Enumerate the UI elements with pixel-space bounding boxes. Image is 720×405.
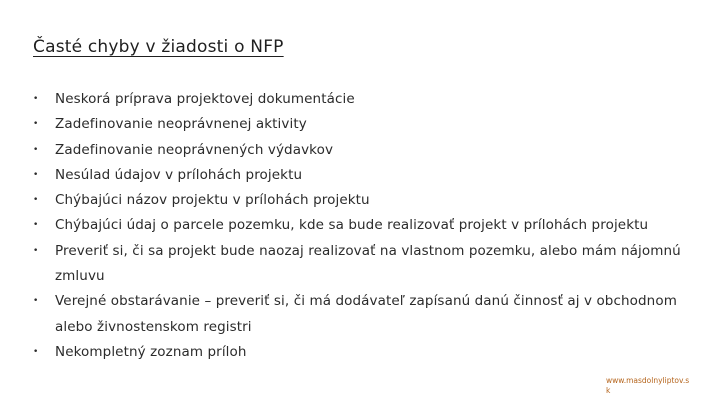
bullet-text: Nekompletný zoznam príloh: [55, 343, 247, 360]
website-link[interactable]: www.masdolnyliptov.sk: [606, 376, 690, 395]
bullet-icon: •: [33, 296, 39, 307]
bullet-item: [33, 163, 703, 188]
bullet-icon: •: [33, 220, 39, 231]
bullet-icon: •: [33, 169, 39, 180]
bullet-icon: •: [33, 119, 39, 130]
bullet-icon: •: [33, 195, 39, 206]
bullet-item: [33, 188, 703, 213]
slide-title: Časté chyby v žiadosti o NFP: [33, 37, 284, 57]
bullet-text: Chýbajúci údaj o parcele pozemku, kde sa bude realizovať projekt v prílohách projektu: [55, 217, 649, 234]
bullet-item: [33, 340, 703, 365]
bullet-list: [33, 87, 703, 365]
bullet-icon: •: [33, 346, 39, 357]
bullet-icon: •: [33, 94, 39, 104]
bullet-item: [33, 112, 703, 137]
bullet-text: Verejné obstarávanie – preveriť si, či má dodávateľ zapísanú danú činnosť aj v obchodnom alebo živnostenskom registri: [55, 293, 677, 335]
bullet-item: [33, 289, 703, 340]
bullet-text: Chýbajúci názov projektu v prílohách projektu: [55, 192, 370, 209]
bullet-text: Preveriť si, či sa projekt bude naozaj realizovať na vlastnom pozemku, alebo mám nájomnú zmluvu: [55, 242, 681, 285]
bullet-icon: •: [33, 144, 39, 155]
bullet-text: Zadefinovanie neoprávnenej aktivity: [55, 116, 307, 133]
bullet-item: [33, 87, 703, 112]
bullet-item: [33, 213, 703, 238]
bullet-text: Nesúlad údajov v prílohách projektu: [55, 166, 303, 183]
bullet-item: [33, 138, 703, 163]
bullet-text: Neskorá príprava projektovej dokumentácie: [55, 91, 355, 107]
bullet-item: [33, 239, 703, 290]
bullet-icon: •: [33, 245, 39, 256]
bullet-text: Zadefinovanie neoprávnených výdavkov: [55, 141, 334, 158]
